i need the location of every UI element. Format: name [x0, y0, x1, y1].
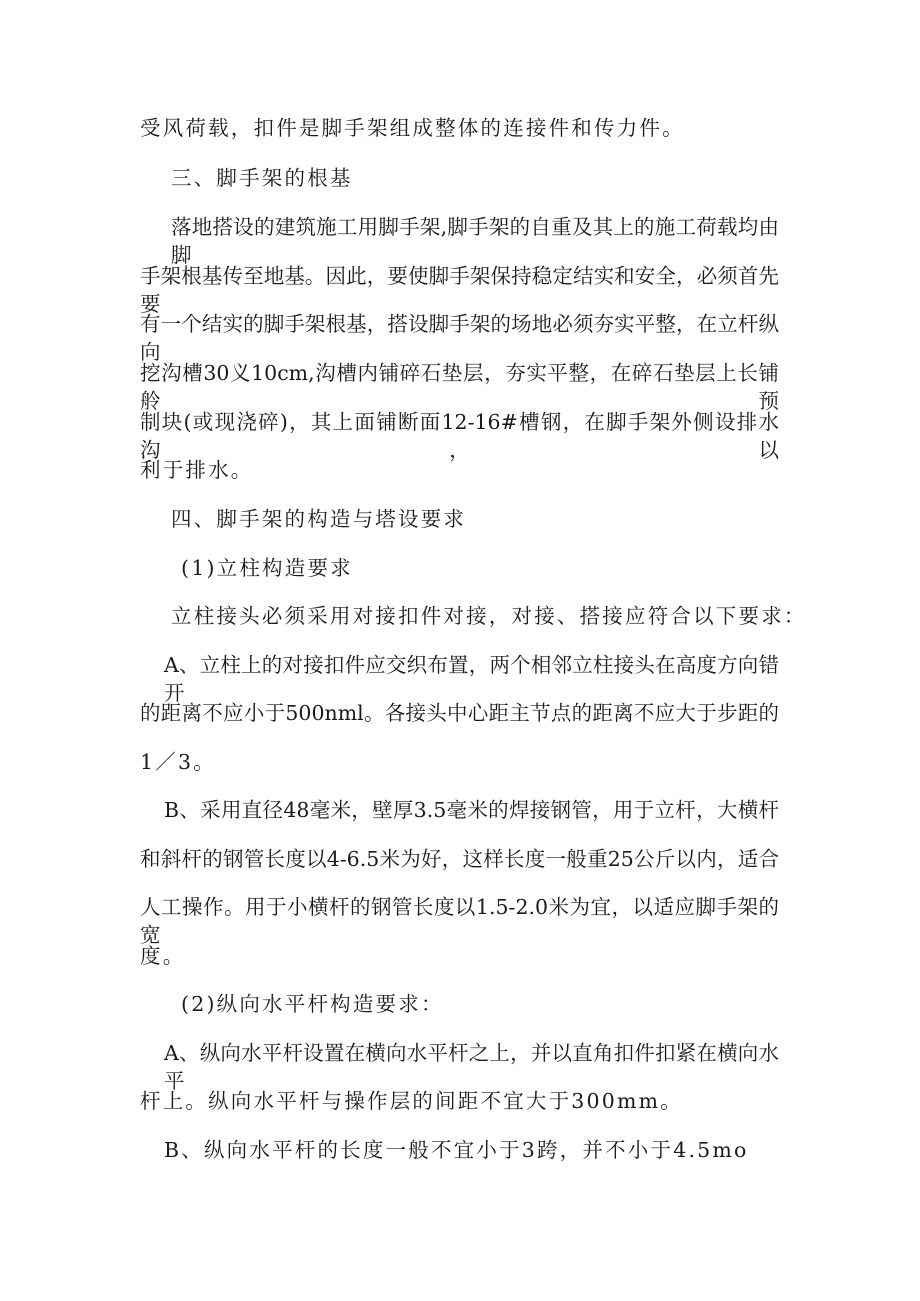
paragraph-line: A、纵向水平杆设置在横向水平杆之上，并以直角扣件扣紧在横向水平 — [164, 1041, 779, 1093]
paragraph-line: 手架根基传至地基。因此，要使脚手架保持稳定结实和安全，必须首先要 — [140, 264, 779, 316]
paragraph-line: A、立柱上的对接扣件应交织布置，两个相邻立柱接头在高度方向错开 — [164, 653, 779, 705]
paragraph-line: 利于排水。 — [140, 458, 254, 482]
paragraph-line: 挖沟槽30义10cm,沟槽内铺碎石垫层，夯实平整，在碎石垫层上长铺舲预 — [140, 361, 779, 413]
paragraph-line: 和斜杆的钢管长度以4-6.5米为好，这样长度一般重25公斤以内，适合 — [140, 847, 779, 871]
paragraph-line: 制块(或现浇碎)，其上面铺断面12-16#槽钢，在脚手架外侧设排水沟，以 — [140, 410, 779, 462]
section-heading: 三、脚手架的根基 — [171, 166, 353, 190]
paragraph-line: B、采用直径48毫米，壁厚3.5毫米的焊接钢管，用于立杆，大横杆 — [164, 798, 779, 822]
paragraph-line: 度。 — [140, 944, 186, 968]
section-heading: 四、脚手架的构造与塔设要求 — [171, 507, 467, 531]
paragraph-line: 1／3。 — [140, 750, 216, 774]
subsection-heading: (1)立柱构造要求 — [181, 556, 353, 580]
paragraph-line: 落地搭设的建筑施工用脚手架,脚手架的自重及其上的施工荷载均由脚 — [171, 215, 779, 267]
paragraph-line: 人工操作。用于小横杆的钢管长度以1.5-2.0米为宜，以适应脚手架的宽 — [140, 895, 779, 947]
paragraph-line: B、纵向水平杆的长度一般不宜小于3跨，并不小于4.5mo — [164, 1138, 749, 1162]
paragraph-line: 的距离不应小于500nml。各接头中心距主节点的距离不应大于步距的 — [140, 701, 779, 725]
paragraph-line: 受风荷载，扣件是脚手架组成整体的连接件和传力件。 — [140, 116, 685, 140]
subsection-heading: (2)纵向水平杆构造要求： — [181, 992, 444, 1016]
paragraph-line: 立柱接头必须采用对接扣件对接，对接、搭接应符合以下要求： — [171, 604, 807, 628]
paragraph-line: 有一个结实的脚手架根基，搭设脚手架的场地必须夯实平整，在立杆纵向 — [140, 312, 779, 364]
paragraph-line: 杆上。纵向水平杆与操作层的间距不宜大于300mm。 — [140, 1089, 684, 1113]
